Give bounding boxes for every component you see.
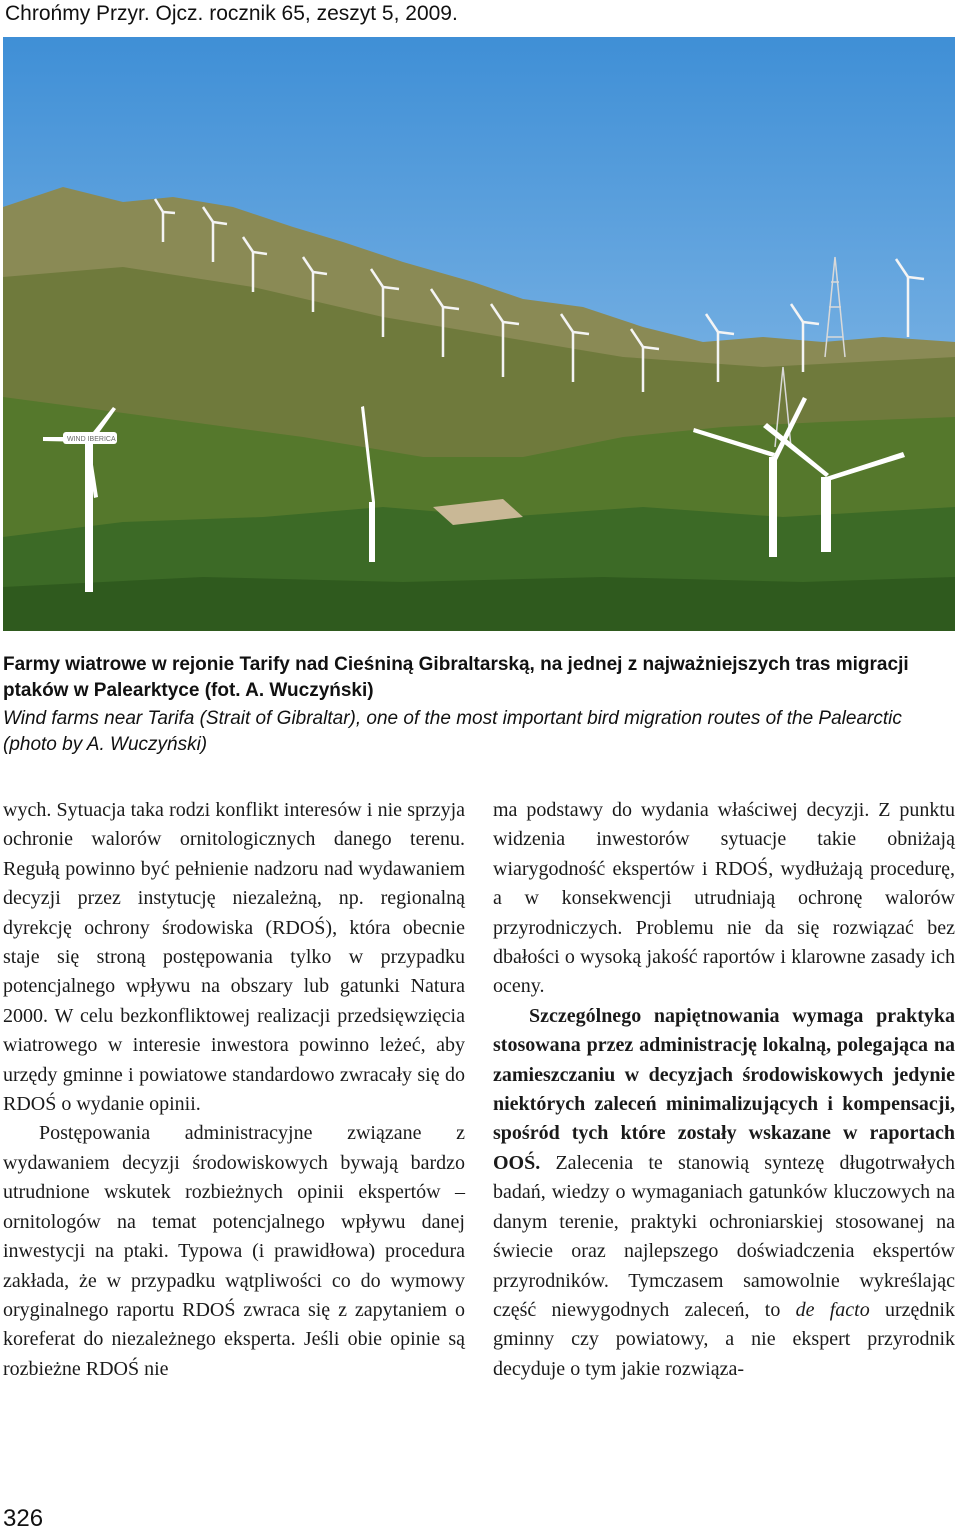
figure-caption	[3, 652, 955, 758]
page-number: 326	[3, 1505, 44, 1532]
right-paragraph-2-bold: Szczególnego napiętnowania wymaga praktyka stosowana przez administrację lokalną, polegająca na zamieszczaniu w decyzjach środowiskowych jedynie niektórych zaleceń minimalizujących i kompensacji, spośród tych które zostały wskazane w raportach OOŚ.	[493, 1004, 955, 1174]
right-column	[493, 796, 955, 1384]
left-paragraph-1: wych. Sytuacja taka rodzi konflikt interesów i nie sprzyja ochronie walorów ornitologicznych danego terenu. Regułą powinno być pełnienie nadzoru nad wydawaniem decyzji przez instytucję niezależną, np. regionalną dyrekcję ochrony środowiska (RDOŚ), która obecnie staje się stroną postępowania tylko w przypadku potencjalnego wpływu na obszary lub gatunki Natura 2000. W celu bezkonfliktowej realizacji przedsięwzięcia wiatrowego w interesie inwestora powinno leżeć, aby urzędy gminne i powiatowe standardowo zwracały się do RDOŚ o wydanie opinii.	[3, 799, 465, 1116]
right-paragraph-2-italic: de facto	[795, 1298, 870, 1321]
wind-farm-photo	[3, 37, 955, 631]
right-paragraph-1: ma podstawy do wydania właściwej decyzji. Z punktu widzenia inwestorów sytuacje takie obniżają wiarygodność ekspertów i RDOŚ, wydłużają procedurę, a w konsekwencji utrudniają ochronę walorów przyrodniczych. Problemu nie da się rozwiązać bez dbałości o wysoką jakość raportów i klarowne zasady ich oceny.	[493, 799, 955, 998]
right-paragraph-2-text-a: Zalecenia te stanowią syntezę długotrwałych badań, wiedzy o wymaganiach gatunków kluczowych na danym terenie, praktyki ochroniarskiej stosowanej na świecie oraz najlepszego doświadczenia ekspertów przyrodników. Tymczasem samowolnie wykreślając część niewygodnych zaleceń, to	[493, 1151, 955, 1321]
left-paragraph-2: Postępowania administracyjne związane z wydawaniem decyzji środowiskowych bywają bardzo utrudnione wskutek rozbieżnych opinii ekspertów – ornitologów na temat potencjalnego wpływu danej inwestycji na ptaki. Typowa (i prawidłowa) procedura zakłada, że w przypadku wątpliwości co do wymowy oryginalnego raportu RDOŚ zwraca się z zapytaniem o koreferat do niezależnego eksperta. Jeśli obie opinie są rozbieżne RDOŚ nie	[3, 1122, 465, 1380]
journal-header: Chrońmy Przyr. Ojcz. rocznik 65, zeszyt 5, 2009.	[5, 2, 458, 25]
caption-english: Wind farms near Tarifa (Strait of Gibraltar), one of the most important bird migration routes of the Palearctic (photo by A. Wuczyński)	[3, 708, 902, 755]
right-paragraph-2-text-b: urzędnik gminny czy powiatowy, a nie ekspert przyrodnik decyduje o tym jakie rozwiąza-	[493, 1298, 955, 1380]
caption-polish: Farmy wiatrowe w rejonie Tarify nad Cieśniną Gibraltarską, na jednej z najważniejszych tras migracji ptaków w Palearktyce (fot. A. Wuczyński)	[3, 654, 909, 701]
turbine-label: WIND IBERICA	[67, 436, 116, 443]
left-column	[3, 796, 465, 1384]
right-paragraph-2	[493, 1002, 955, 1384]
